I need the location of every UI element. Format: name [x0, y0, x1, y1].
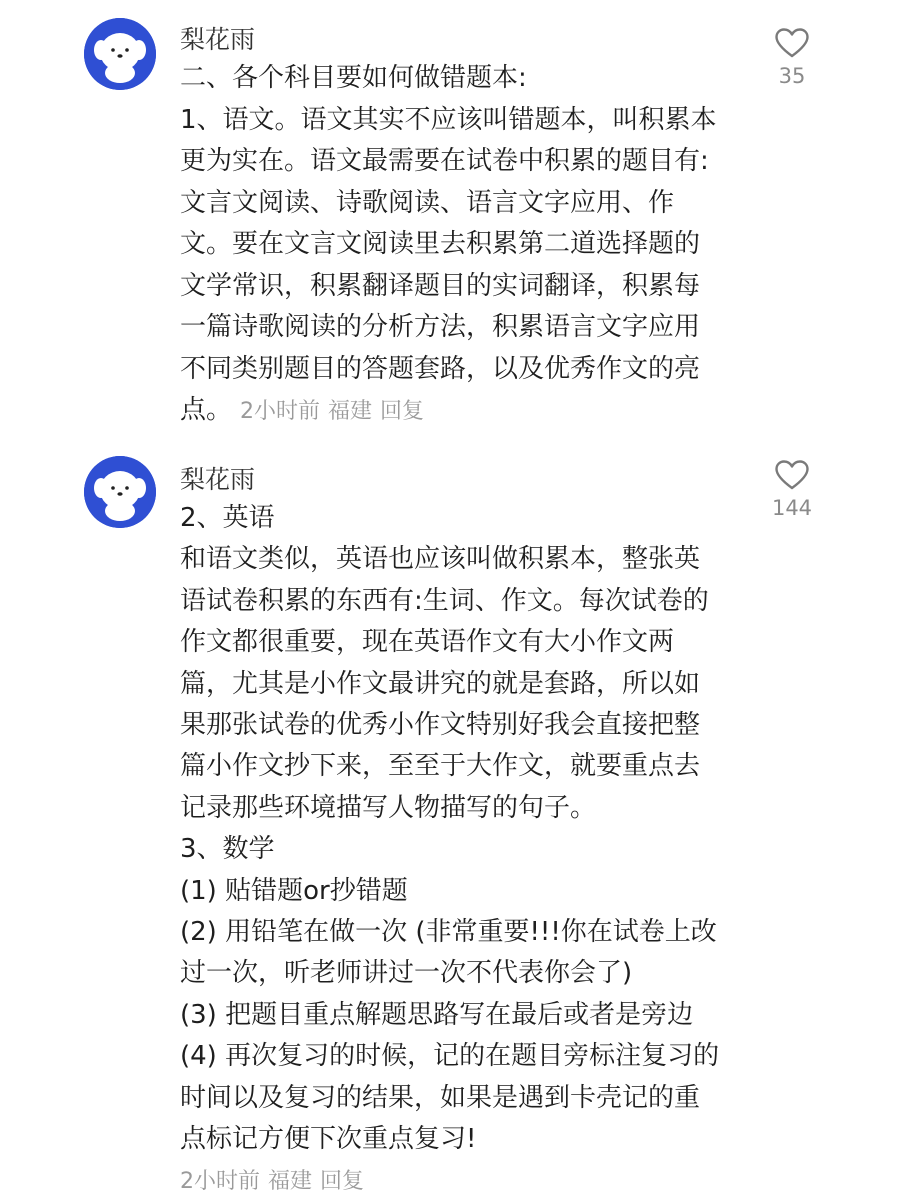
comment-location: 福建	[328, 399, 373, 424]
comment-text-line: (3) 把题目重点解题思路写在最后或者是旁边	[180, 999, 694, 1030]
reply-button[interactable]: 回复	[320, 1168, 365, 1194]
comment-text-line: 文学常识，积累翻译题目的实词翻译，积累每	[180, 270, 701, 301]
comment-text-line: 过一次，听老师讲过一次不代表你会了)	[180, 958, 633, 989]
like-button[interactable]	[762, 460, 822, 520]
avatar[interactable]	[84, 18, 156, 90]
comment-text-line: 更为实在。语文最需要在试卷中积累的题目有:	[180, 146, 709, 176]
comment-text-line: 篇小作文抄下来，至至于大作文，就要重点去	[180, 751, 701, 782]
comment-text-line: 语试卷积累的东西有:生词、作文。每次试卷的	[180, 585, 709, 616]
heart-outline-icon	[775, 28, 809, 58]
comment-body	[180, 58, 740, 433]
comment-text-line: 果那张试卷的优秀小作文特别好我会直接把整	[180, 710, 701, 741]
comment-text-line: (2) 用铅笔在做一次 (非常重要!!!你在试卷上改	[180, 917, 717, 948]
comment-text-tail: 点。	[180, 395, 233, 425]
comment-text-line: (1) 贴错题or抄错题	[180, 875, 408, 906]
comment-text-line: 时间以及复习的结果，如果是遇到卡壳记的重	[180, 1082, 701, 1113]
puppy-icon	[84, 456, 156, 528]
comment-text-line: 不同类别题目的答题套路，以及优秀作文的亮	[180, 353, 701, 384]
comment-time: 2小时前	[180, 1168, 260, 1194]
comment-meta	[180, 1165, 740, 1199]
comment-location: 福建	[268, 1168, 313, 1194]
comment-text-line-last	[180, 390, 740, 433]
comment-body	[180, 498, 740, 1199]
avatar[interactable]	[84, 456, 156, 528]
comment-text-line: 2、英语	[180, 503, 275, 533]
comment-text-line: 文言文阅读、诗歌阅读、语言文字应用、作	[180, 187, 675, 218]
heart-outline-icon	[775, 460, 809, 490]
comment-text-line: 一篇诗歌阅读的分析方法，积累语言文字应用	[180, 312, 701, 342]
comment-text-line: 1、语文。语文其实不应该叫错题本，叫积累本	[180, 104, 717, 135]
username[interactable]: 梨花雨	[180, 465, 256, 494]
comment-text-line: 二、各个科目要如何做错题本:	[180, 63, 527, 93]
puppy-icon	[84, 18, 156, 90]
comment-text-line: 文。要在文言文阅读里去积累第二道选择题的	[180, 229, 701, 259]
reply-button[interactable]: 回复	[380, 399, 425, 424]
comment-meta	[240, 399, 432, 424]
like-count: 144	[771, 496, 813, 520]
like-count: 35	[778, 64, 806, 88]
comment-text-line: 篇，尤其是小作文最讲究的就是套路，所以如	[180, 668, 701, 699]
comment-text-line: 点标记方便下次重点复习!	[180, 1124, 477, 1155]
comment-text-line: 记录那些环境描写人物描写的句子。	[180, 792, 597, 823]
username[interactable]: 梨花雨	[180, 25, 256, 54]
comment-text-line: (4) 再次复习的时候，记的在题目旁标注复习的	[180, 1041, 720, 1072]
comment-text-line: 和语文类似，英语也应该叫做积累本，整张英	[180, 544, 701, 575]
like-button[interactable]	[762, 28, 822, 88]
comment-text-line: 3、数学	[180, 834, 275, 865]
comment-time: 2小时前	[240, 399, 321, 424]
comment-text-line: 作文都很重要，现在英语作文有大小作文两	[180, 627, 675, 658]
